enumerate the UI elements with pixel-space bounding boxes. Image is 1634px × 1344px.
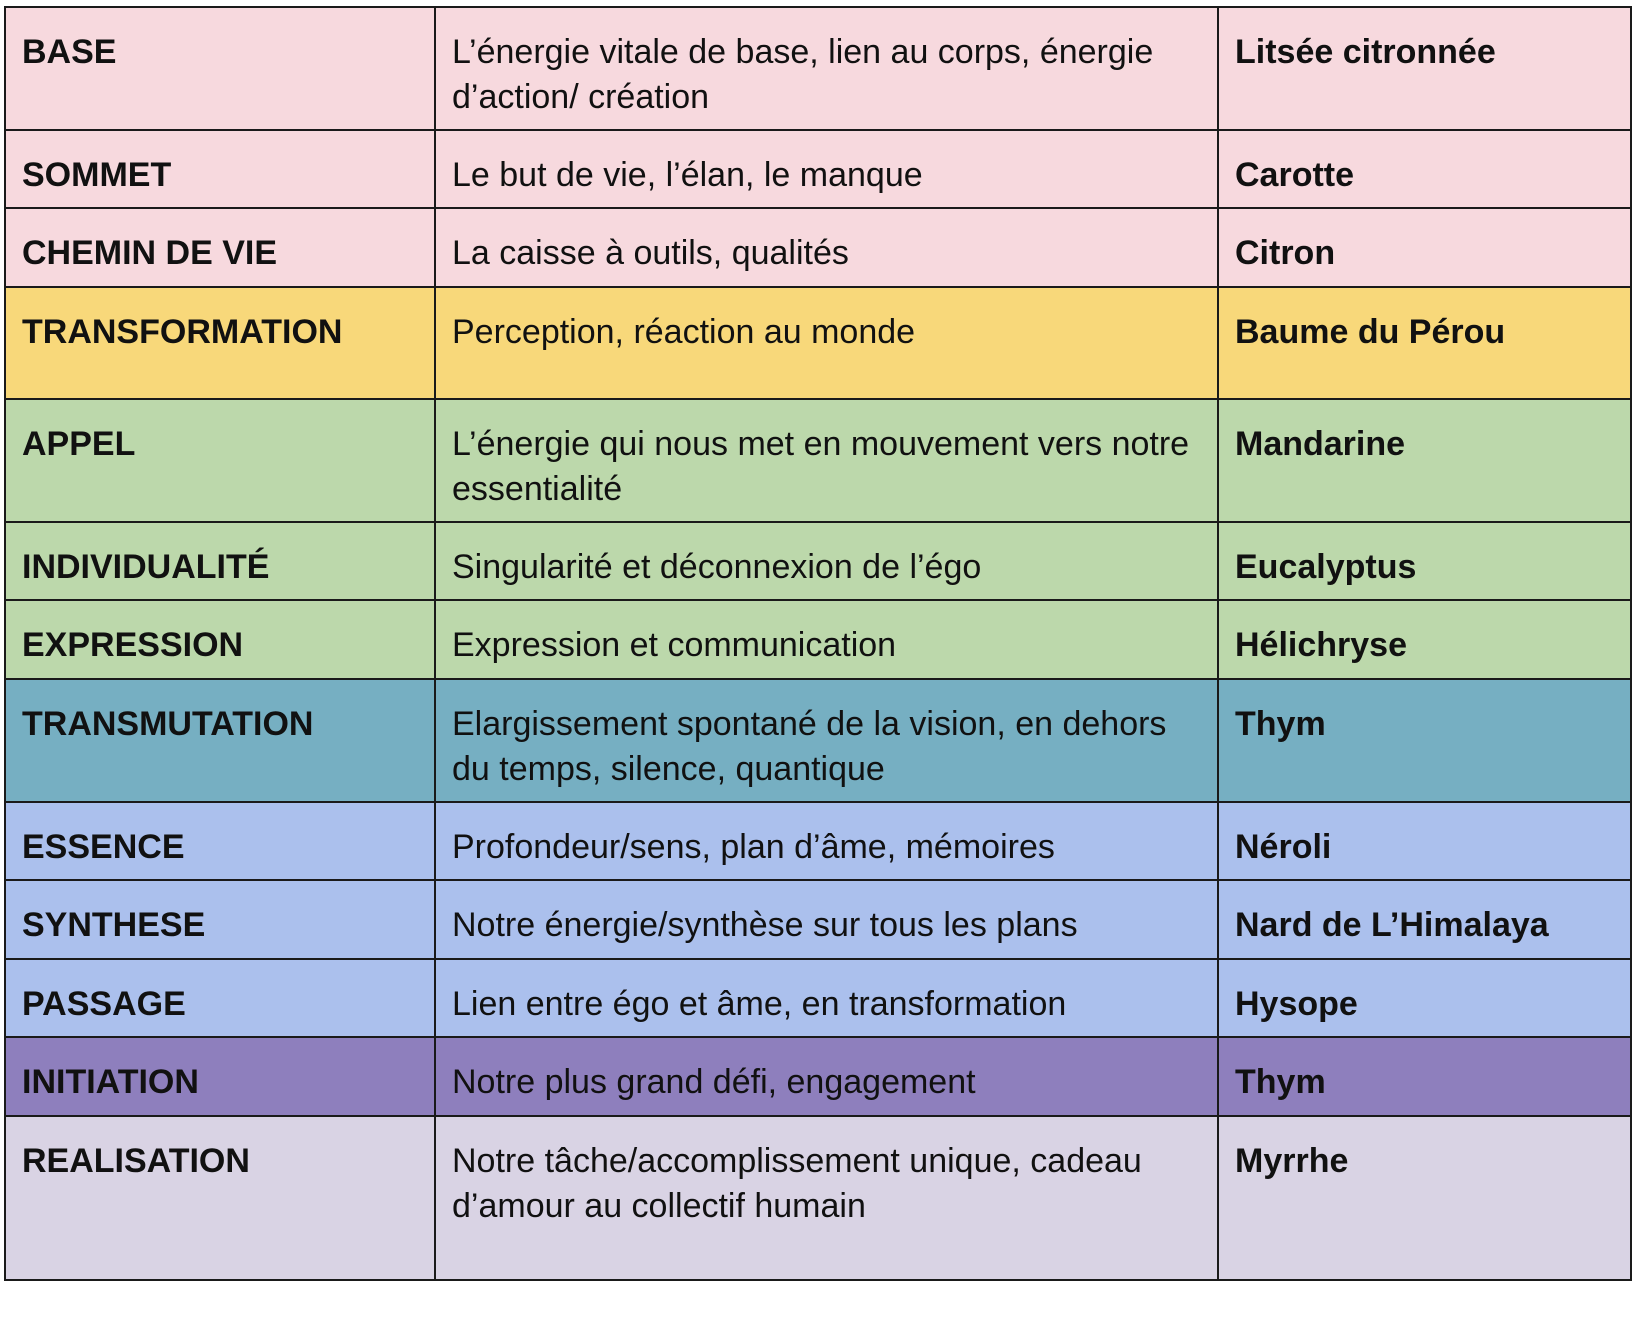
table-row (5, 802, 1631, 880)
correspondence-table (4, 6, 1632, 1281)
position-cell: BASE (5, 7, 435, 130)
meaning-cell: L’énergie vitale de base, lien au corps, énergie d’action/ création (435, 7, 1218, 130)
position-cell: INDIVIDUALITÉ (5, 522, 435, 600)
table-row (5, 130, 1631, 208)
table-row (5, 522, 1631, 600)
meaning-cell: Notre plus grand défi, engagement (435, 1037, 1218, 1116)
table-body (5, 7, 1631, 1280)
meaning-cell: Notre énergie/synthèse sur tous les plans (435, 880, 1218, 959)
position-cell: TRANSMUTATION (5, 679, 435, 802)
essential-oil-cell: Eucalyptus (1218, 522, 1631, 600)
table-row (5, 7, 1631, 130)
position-cell: SYNTHESE (5, 880, 435, 959)
table-row (5, 287, 1631, 399)
essential-oil-cell: Citron (1218, 208, 1631, 287)
essential-oil-cell: Néroli (1218, 802, 1631, 880)
meaning-cell: Perception, réaction au monde (435, 287, 1218, 399)
position-cell: TRANSFORMATION (5, 287, 435, 399)
table-row (5, 208, 1631, 287)
position-cell: INITIATION (5, 1037, 435, 1116)
table-row (5, 880, 1631, 959)
meaning-cell: Lien entre égo et âme, en transformation (435, 959, 1218, 1037)
essential-oil-cell: Mandarine (1218, 399, 1631, 522)
table-row (5, 1116, 1631, 1280)
meaning-cell: Notre tâche/accomplissement unique, cadeau d’amour au collectif humain (435, 1116, 1218, 1280)
essential-oil-cell: Litsée citronnée (1218, 7, 1631, 130)
meaning-cell: La caisse à outils, qualités (435, 208, 1218, 287)
essential-oil-cell: Thym (1218, 1037, 1631, 1116)
table-row (5, 959, 1631, 1037)
table-row (5, 600, 1631, 679)
position-cell: PASSAGE (5, 959, 435, 1037)
meaning-cell: L’énergie qui nous met en mouvement vers notre essentialité (435, 399, 1218, 522)
position-cell: ESSENCE (5, 802, 435, 880)
meaning-cell: Profondeur/sens, plan d’âme, mémoires (435, 802, 1218, 880)
meaning-cell: Singularité et déconnexion de l’égo (435, 522, 1218, 600)
meaning-cell: Le but de vie, l’élan, le manque (435, 130, 1218, 208)
position-cell: SOMMET (5, 130, 435, 208)
table-row (5, 1037, 1631, 1116)
position-cell: REALISATION (5, 1116, 435, 1280)
essential-oil-cell: Hysope (1218, 959, 1631, 1037)
meaning-cell: Elargissement spontané de la vision, en dehors du temps, silence, quantique (435, 679, 1218, 802)
essential-oil-cell: Baume du Pérou (1218, 287, 1631, 399)
essential-oil-cell: Nard de L’Himalaya (1218, 880, 1631, 959)
table-row (5, 399, 1631, 522)
table-row (5, 679, 1631, 802)
essential-oil-cell: Carotte (1218, 130, 1631, 208)
essential-oil-cell: Hélichryse (1218, 600, 1631, 679)
essential-oil-cell: Myrrhe (1218, 1116, 1631, 1280)
essential-oil-cell: Thym (1218, 679, 1631, 802)
position-cell: APPEL (5, 399, 435, 522)
position-cell: CHEMIN DE VIE (5, 208, 435, 287)
position-cell: EXPRESSION (5, 600, 435, 679)
meaning-cell: Expression et communication (435, 600, 1218, 679)
